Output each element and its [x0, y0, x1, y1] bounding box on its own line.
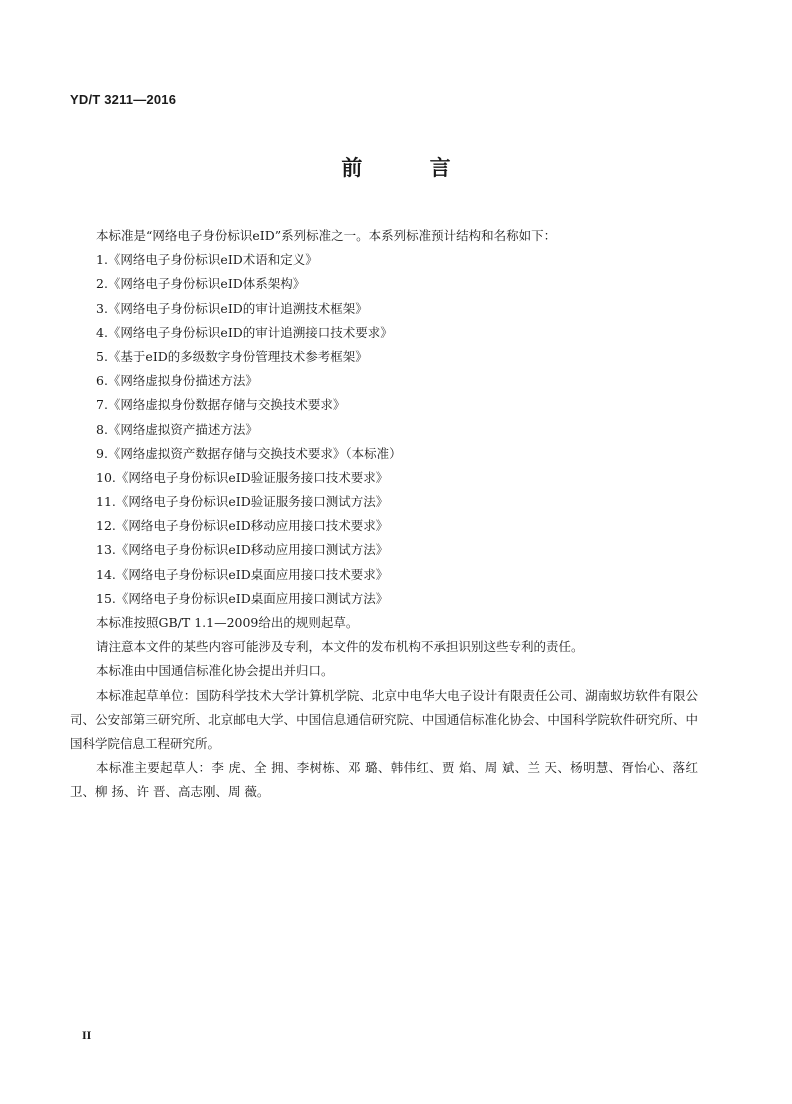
- list-item: 4.《网络电子身份标识eID的审计追溯接口技术要求》: [96, 324, 393, 340]
- list-item: 15.《网络电子身份标识eID桌面应用接口测试方法》: [96, 590, 389, 606]
- list-item: 8.《网络虚拟资产描述方法》: [96, 421, 258, 437]
- list-item: 5.《基于eID的多级数字身份管理技术参考框架》: [96, 348, 368, 364]
- list-item: 13.《网络电子身份标识eID移动应用接口测试方法》: [96, 542, 389, 558]
- list-item: 11.《网络电子身份标识eID验证服务接口测试方法》: [96, 494, 389, 510]
- proposer-paragraph: 本标准由中国通信标准化协会提出并归口。: [96, 663, 334, 679]
- list-item: 12.《网络电子身份标识eID移动应用接口技术要求》: [96, 518, 389, 534]
- drafting-units-paragraph: 本标准起草单位：国防科学技术大学计算机学院、北京中电华大电子设计有限责任公司、湖南蚁坊软件有限公司、公安部第三研究所、北京邮电大学、中国信息通信研究院、中国通信标准化协会、中国科学院软件研究所、中国科学院信息工程研究所。: [70, 687, 698, 751]
- page-number: II: [82, 1028, 92, 1042]
- drafting-rule-paragraph: 本标准按照GB/T 1.1—2009给出的规则起草。: [96, 615, 359, 630]
- list-item: 2.《网络电子身份标识eID体系架构》: [96, 276, 306, 292]
- list-item: 14.《网络电子身份标识eID桌面应用接口技术要求》: [96, 566, 389, 582]
- page-title: 前 言: [341, 156, 481, 180]
- patent-notice-paragraph: 请注意本文件的某些内容可能涉及专利，本文件的发布机构不承担识别这些专利的责任。: [96, 639, 584, 655]
- standard-code: YD/T 3211—2016: [70, 92, 177, 107]
- intro-paragraph: 本标准是“网络电子身份标识eID”系列标准之一。本系列标准预计结构和名称如下：: [96, 228, 557, 243]
- list-item: 6.《网络虚拟身份描述方法》: [96, 373, 258, 389]
- foreword-body: [70, 224, 698, 805]
- list-item: 7.《网络虚拟身份数据存储与交换技术要求》: [96, 397, 346, 413]
- drafters-paragraph: 本标准主要起草人：李 虎、全 拥、李树栋、邓 璐、韩伟红、贾 焰、周 斌、兰 天、杨明慧、胥怡心、落红卫、柳 扬、许 晋、高志刚、周 薇。: [70, 760, 698, 800]
- list-item: 1.《网络电子身份标识eID术语和定义》: [96, 252, 318, 268]
- list-item: 3.《网络电子身份标识eID的审计追溯技术框架》: [96, 300, 368, 316]
- list-item: 9.《网络虚拟资产数据存储与交换技术要求》（本标准）: [96, 445, 402, 461]
- list-item: 10.《网络电子身份标识eID验证服务接口技术要求》: [96, 469, 389, 485]
